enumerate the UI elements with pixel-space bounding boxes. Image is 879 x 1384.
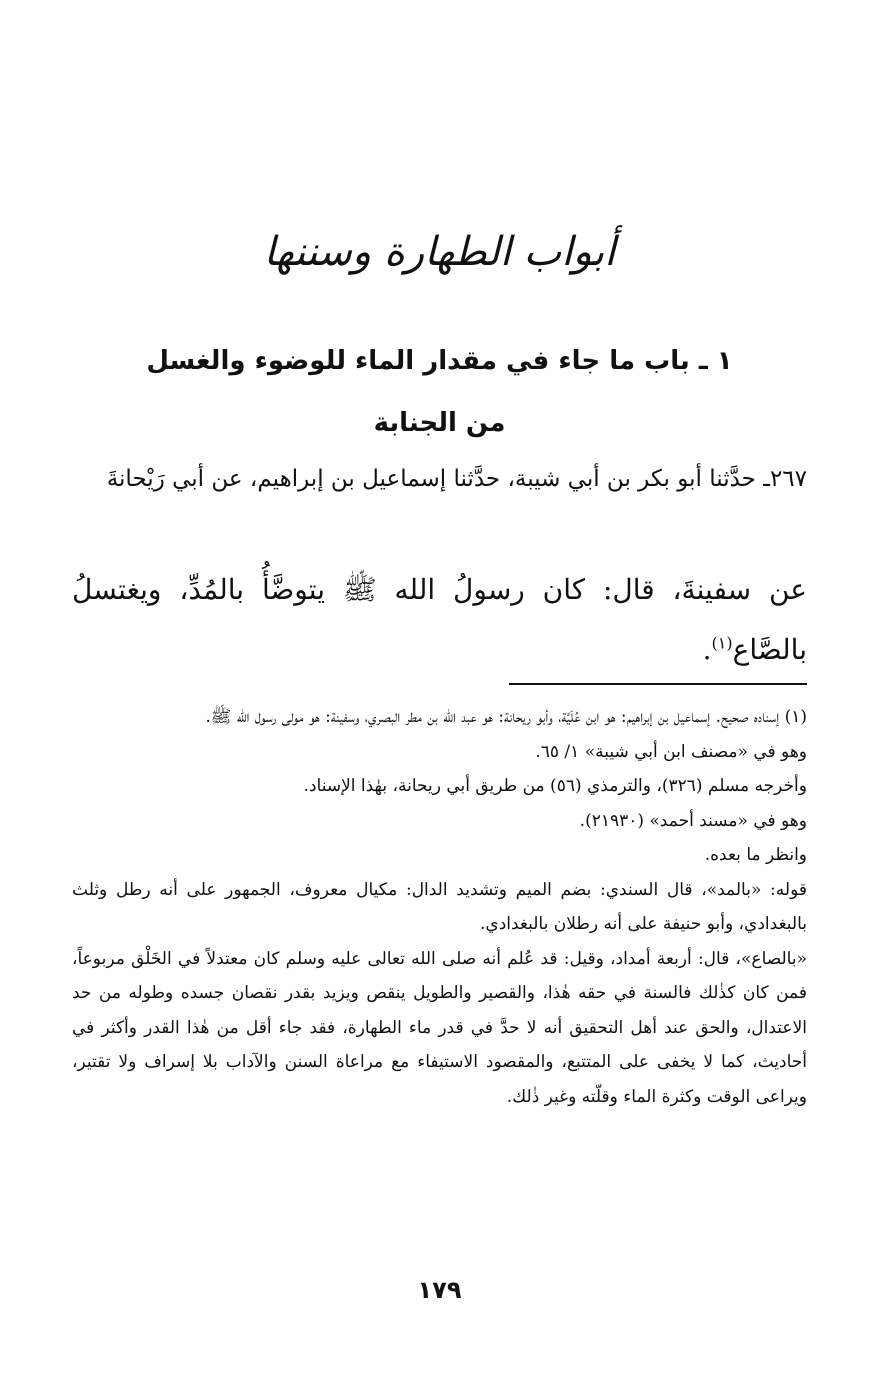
hadith-matn-text: عن سفينةَ، قال: كان رسولُ الله ﷺ يتوضَّأُ بالمُدِّ، ويغتسلُ بالصَّاع xyxy=(72,573,807,666)
footnote-line-see-next: وانظر ما بعده. xyxy=(704,845,807,865)
chapter-heading-line-1: ١ ـ باب ما جاء في مقدار الماء للوضوء والغسل xyxy=(146,346,733,376)
footnote-reference[interactable]: (١) xyxy=(711,633,733,653)
footnote-line-source: وهو في «مصنف ابن أبي شيبة» ١/ ٦٥. xyxy=(535,741,807,762)
footnote-line-takhrij: وأخرجه مسلم (٣٢٦)، والترمذي (٥٦) من طريق أبي ريحانة، بهٰذا الإسناد. xyxy=(303,776,807,796)
page-number: ١٧٩ xyxy=(417,1276,462,1304)
footnote-1: (١) إسناده صحيح. إسماعيل بن إبراهيم: هو ابن عُلَيَّة، وأبو ريحانة: هو عبد الله بن مطر البصري، وسفينة: هو مولى رسول الله ﷺ. xyxy=(205,707,807,727)
footnote-divider xyxy=(509,683,807,685)
chapter-heading xyxy=(60,330,819,454)
hadith-matn-end: . xyxy=(702,633,712,666)
hadith-isnad: ٢٦٧ـ حدَّثنا أبو بكر بن أبي شيبة، حدَّثنا إسماعيل بن إبراهيم، عن أبي رَيْحانةَ xyxy=(106,466,807,492)
hadith-matn xyxy=(72,560,807,680)
chapter-heading-line-2: من الجنابة xyxy=(373,408,506,438)
footnotes xyxy=(72,700,807,1114)
section-title: أبواب الطهارة وسننها xyxy=(263,229,616,275)
footnote-line-saa: «بالصاع»، قال: أربعة أمداد، وقيل: قد عُلم أنه صلى الله تعالى عليه وسلم كان معتدلاً في الخَلْق مربوعاً، فمن كان كذٰلك فالسنة في حقه هٰذا، والقصير والطويل ينقص ويزيد بقدر نقصان جسده وطوله من حد الاعتدال، والحق عند أهل التحقيق أنه لا حدَّ في قدر ماء الطهارة، فقد جاء أقل من هٰذا القدر وأكثر في أحاديث، كما لا يخفى على المتتبع، والمقصود الاستيفاء مع مراعاة السنن والآداب بلا إسراف ولا تقتير، ويراعى الوقت وكثرة الماء وقلّته وغير ذٰلك. xyxy=(72,948,807,1107)
footnote-line-mudd: قوله: «بالمد»، قال السندي: بضم الميم وتشديد الدال: مكيال معروف، الجمهور على أنه رطل وثلث بالبغدادي، وأبو حنيفة على أنه رطلان بالبغدادي. xyxy=(72,879,807,934)
footnote-line-musnad: وهو في «مسند أحمد» (٢١٩٣٠). xyxy=(579,810,807,831)
